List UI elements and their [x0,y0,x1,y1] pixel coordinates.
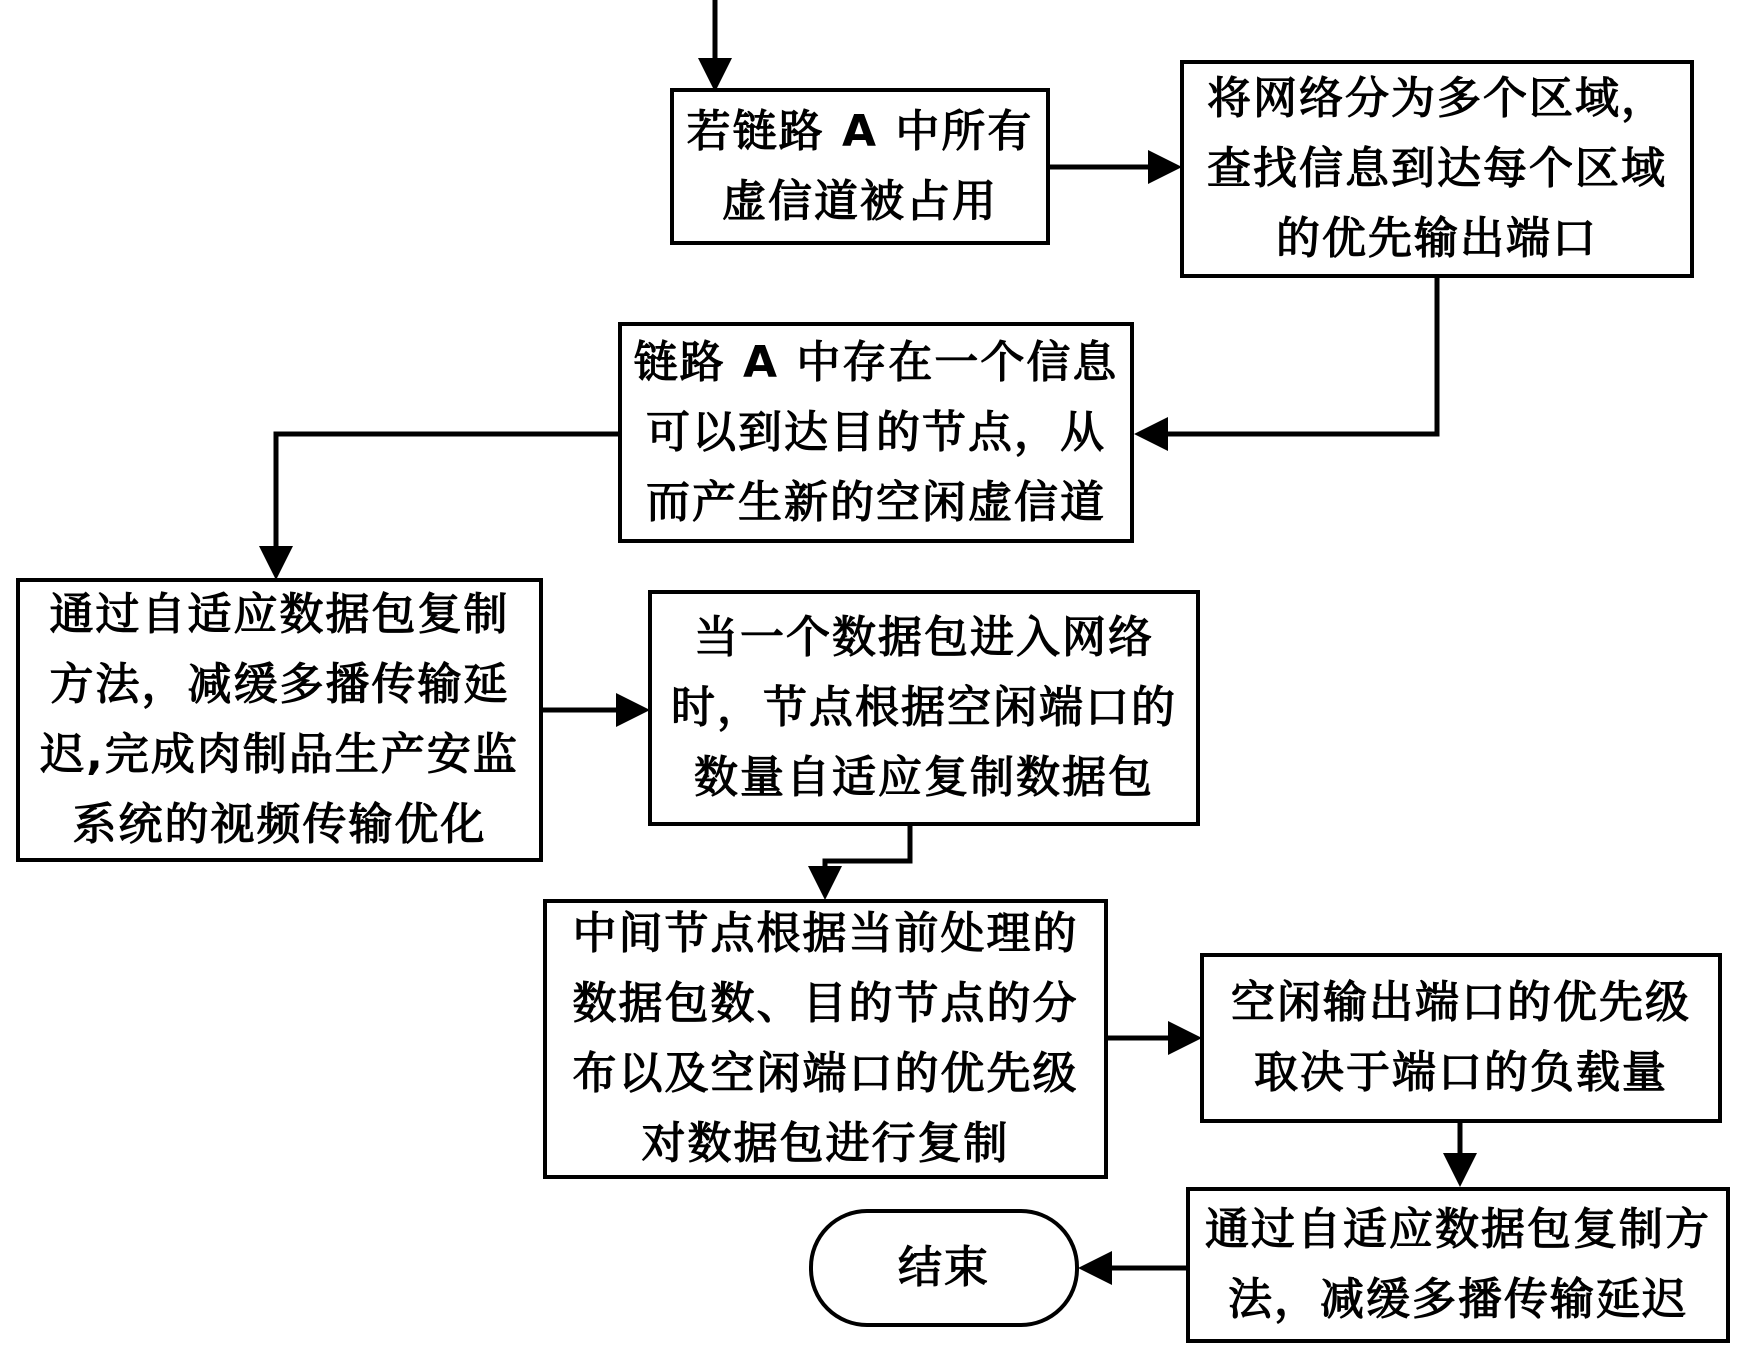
node-text: 中间节点根据当前处理的 [572,908,1079,959]
node-text: 查找信息到达每个区域 [1207,143,1667,194]
node-text: 取决于端口的负载量 [1254,1047,1668,1098]
flow-node-1 [670,88,1050,245]
node-text: 系统的视频传输优化 [72,799,487,850]
arrowhead-node2-to-node3 [1134,417,1168,451]
arrowhead-entry-to-node1 [698,58,732,92]
flow-node-8 [1186,1187,1730,1343]
node-text: 时，节点根据空闲端口的 [671,682,1177,733]
node-text: 通过自适应数据包复制 [49,589,510,640]
node-text: 迟,完成肉制品生产安监 [40,729,519,780]
node-text: 法，减缓多播传输延迟 [1228,1274,1688,1325]
arrowhead-node3-to-node4 [259,546,293,580]
node-text: 而产生新的空闲虚信道 [646,476,1106,528]
node-text: 对数据包进行复制 [641,1118,1010,1169]
node-text: 将网络分为多个区域， [1207,73,1667,124]
node-text: 数据包数、目的节点的分 [572,978,1079,1029]
node-text: 的优先输出端口 [1276,213,1598,264]
node-text: 虚信道被占用 [722,175,998,227]
node-text: 数量自适应复制数据包 [694,752,1154,803]
arrowhead-node6-to-node7 [1168,1021,1202,1055]
arrowhead-node7-to-node8 [1443,1153,1477,1187]
flow-node-2 [1180,60,1694,278]
flow-node-4 [16,578,543,862]
node-text: 方法，减缓多播传输延 [49,659,510,710]
flow-node-3 [618,322,1134,543]
arrow-node2-to-node3 [1168,278,1437,434]
node-text: 链路 A 中存在一个信息 [633,336,1119,388]
flow-node-5 [648,590,1200,826]
end-node [809,1209,1079,1327]
arrowhead-node1-to-node2 [1148,150,1182,184]
node-text: 通过自适应数据包复制方 [1205,1204,1711,1255]
arrow-node5-to-node6 [825,824,910,868]
node-text: 结束 [898,1242,990,1293]
node-text: 若链路 A 中所有 [686,105,1034,157]
flow-node-7 [1200,953,1722,1123]
arrowhead-node5-to-node6 [808,866,842,900]
arrow-node3-to-node4 [276,434,618,548]
flow-node-6 [543,899,1108,1179]
arrowhead-node8-to-end [1078,1251,1112,1285]
node-text: 可以到达目的节点，从 [646,406,1106,458]
node-text: 空闲输出端口的优先级 [1231,977,1691,1028]
node-text: 当一个数据包进入网络 [694,612,1154,663]
arrowhead-node4-to-node5 [616,693,650,727]
node-text: 布以及空闲端口的优先级 [572,1048,1079,1099]
